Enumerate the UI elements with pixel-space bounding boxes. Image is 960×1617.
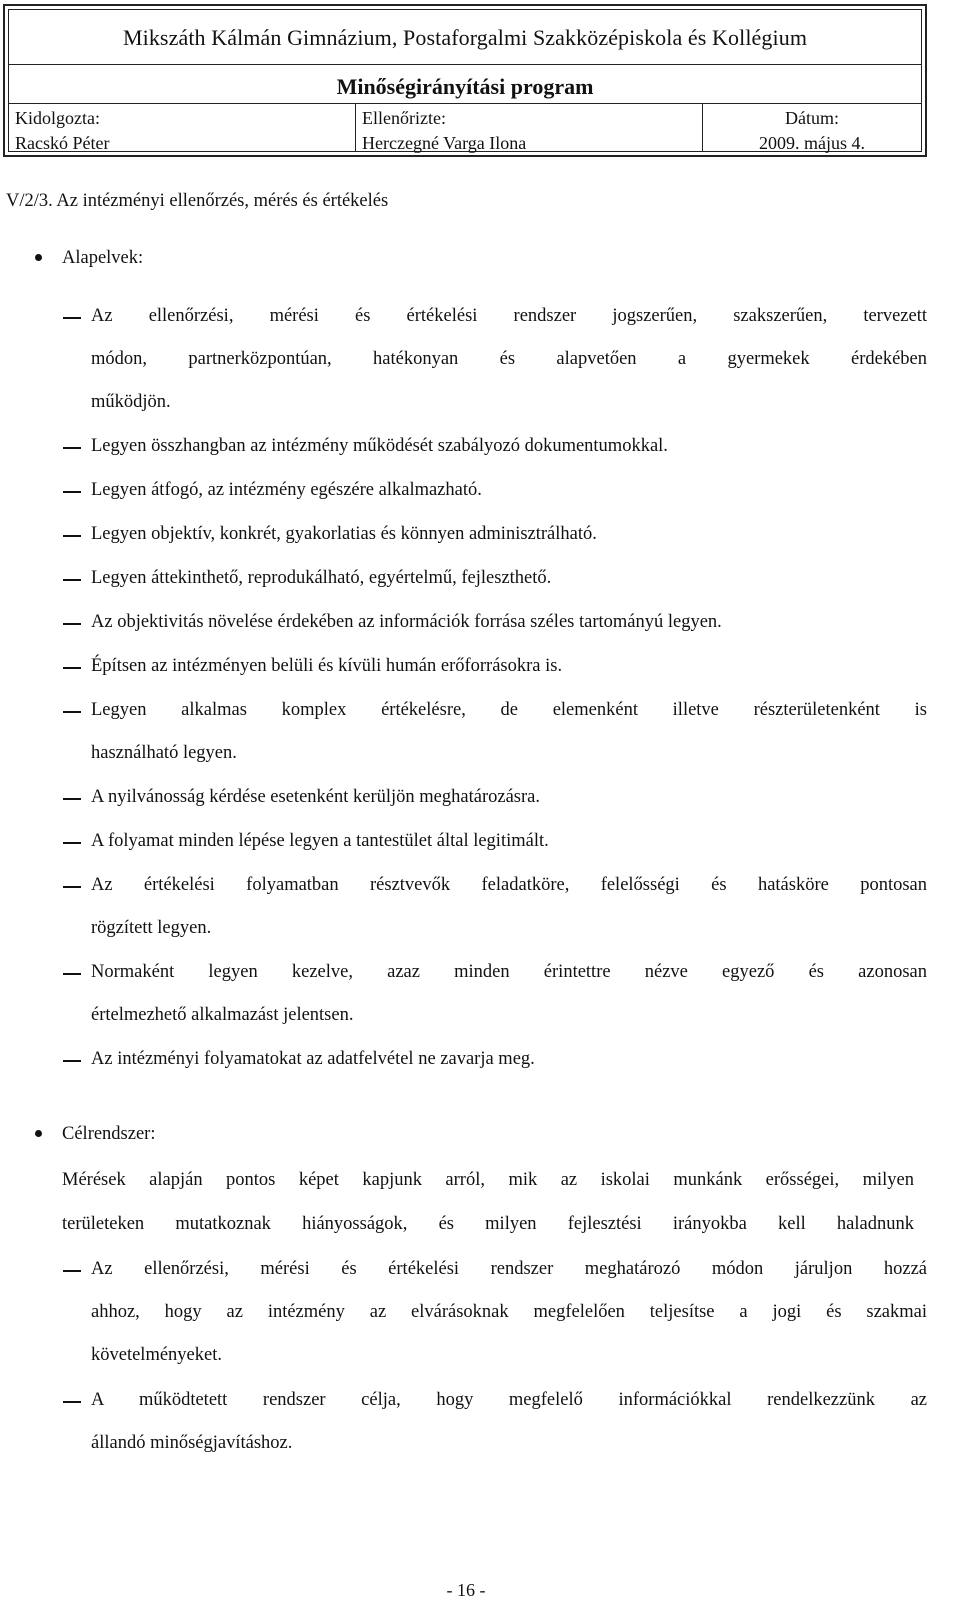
bullet-icon [35,254,42,261]
principles-item-line: Legyen objektív, konkrét, gyakorlatias és könnyen adminisztrálható. [91,524,597,544]
section-title: Az intézményi ellenőrzés, mérés és értékelés [56,191,389,211]
school-name: Mikszáth Kálmán Gimnázium, Postaforgalmi Szakközépiskola és Kollégium [9,10,921,65]
principles-item-line: Legyen alkalmas komplex értékelésre, de elemenként illetve részterületenként is [91,700,927,720]
principles-item-line: Legyen átfogó, az intézmény egészére alkalmazható. [91,480,482,500]
principles-item-line: működjön. [91,392,171,412]
principles-item-line: Építsen az intézményen belüli és kívüli humán erőforrásokra is. [91,656,563,676]
principles-item-line: Legyen áttekinthető, reprodukálható, egyértelmű, fejleszthető. [91,568,552,588]
dash-bullet-icon [63,973,81,975]
date-value: 2009. május 4. [759,133,865,153]
dash-bullet-icon [63,579,81,581]
page-number: - 16 - [446,1580,486,1600]
prepared-by-value: Racskó Péter [15,133,110,153]
goals-heading: Célrendszer: [62,1124,156,1144]
prepared-by-label: Kidolgozta: [15,108,100,128]
principles-item-line: Normaként legyen kezelve, azaz minden érintettre nézve egyező és azonosan [91,962,927,982]
principles-item-line: rögzített legyen. [91,918,212,938]
dash-bullet-icon [63,623,81,625]
dash-bullet-icon [63,535,81,537]
goals-item-line: követelményeket. [91,1345,222,1365]
dash-bullet-icon [63,447,81,449]
bullet-icon [35,1130,42,1137]
dash-bullet-icon [63,317,81,319]
principles-item-line: Az értékelési folyamatban résztvevők feladatköre, felelősségi és hatásköre pontosan [91,875,927,895]
principles-item-line: Az objektivitás növelése érdekében az információk forrása széles tartományú legyen. [91,612,722,632]
checked-by-value: Herczegné Varga Ilona [362,133,527,153]
dash-bullet-icon [63,1401,81,1403]
goals-item-line: Az ellenőrzési, mérési és értékelési rendszer meghatározó módon járuljon hozzá [91,1259,927,1279]
prepared-by-cell [9,104,356,151]
section-number: V/2/3. [6,191,53,211]
checked-by-cell [356,104,703,151]
date-cell [703,104,921,151]
principles-item-line: A nyilvánosság kérdése esetenként kerüljön meghatározásra. [91,787,540,807]
goals-item-line: állandó minőségjavításhoz. [91,1433,293,1453]
dash-bullet-icon [63,842,81,844]
dash-bullet-icon [63,667,81,669]
dash-bullet-icon [63,711,81,713]
principles-heading: Alapelvek: [62,248,144,268]
document-header [3,4,927,157]
principles-item-line: használható legyen. [91,743,237,763]
dash-bullet-icon [63,798,81,800]
principles-item-line: Az ellenőrzési, mérési és értékelési rendszer jogszerűen, szakszerűen, tervezett [91,306,927,326]
dash-bullet-icon [63,886,81,888]
dash-bullet-icon [63,1060,81,1062]
program-title: Minőségirányítási program [336,74,594,99]
header-meta-row [9,103,921,151]
principles-item-line: értelmezhető alkalmazást jelentsen. [91,1005,354,1025]
checked-by-label: Ellenőrizte: [362,108,446,128]
principles-item-line: Legyen összhangban az intézmény működését szabályozó dokumentumokkal. [91,436,668,456]
goals-item-line: A működtetett rendszer célja, hogy megfelelő információkkal rendelkezzünk az [91,1390,927,1410]
goals-intro-line: Mérések alapján pontos képet kapjunk arról, mik az iskolai munkánk erősségei, milyen [62,1170,914,1190]
goals-item-line: ahhoz, hogy az intézmény az elvárásoknak megfelelően teljesítse a jogi és szakmai [91,1302,927,1322]
date-label: Dátum: [785,108,839,128]
dash-bullet-icon [63,1270,81,1272]
principles-item-line: Az intézményi folyamatokat az adatfelvétel ne zavarja meg. [91,1049,535,1069]
goals-intro-line: területeken mutatkoznak hiányosságok, és milyen fejlesztési irányokba kell haladnunk [62,1214,914,1234]
principles-item-line: módon, partnerközpontúan, hatékonyan és alapvetően a gyermekek érdekében [91,349,927,369]
principles-item-line: A folyamat minden lépése legyen a tantestület által legitimált. [91,831,549,851]
section-heading [6,189,388,213]
header-frame [8,9,922,152]
dash-bullet-icon [63,491,81,493]
